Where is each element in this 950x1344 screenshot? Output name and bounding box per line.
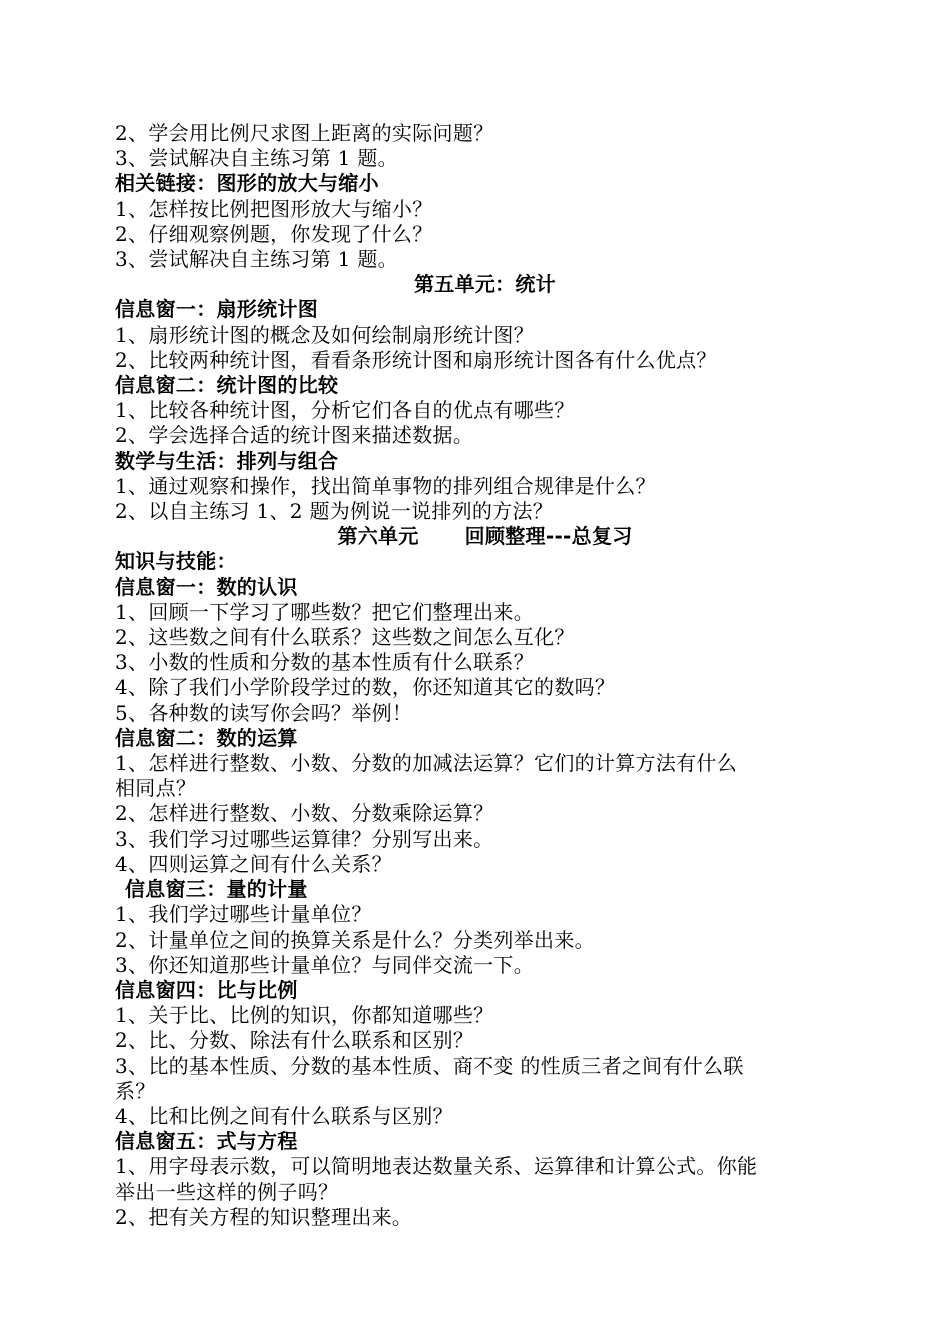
section-heading: 信息窗四：比与比例 (115, 977, 298, 1002)
unit-title: 第五单元：统计 (413, 272, 557, 297)
text-line: 2、比、分数、除法有什么联系和区别？ (115, 1028, 474, 1053)
text-line: 2、仔细观察例题，你发现了什么？ (115, 221, 433, 246)
text-line: 4、四则运算之间有什么关系？ (115, 851, 392, 876)
text-line: 1、怎样进行整数、小数、分数的加减法运算？它们的计算方法有什么 (115, 751, 738, 776)
section-heading: 数学与生活：排列与组合 (115, 448, 339, 473)
text-line: 系？ (115, 1078, 156, 1103)
text-line: 举出一些这样的例子吗？ (115, 1179, 339, 1204)
text-line: 2、比较两种统计图，看看条形统计图和扇形统计图各有什么优点？ (115, 347, 717, 372)
text-line: 3、我们学习过哪些运算律？分别写出来。 (115, 826, 494, 851)
section-heading: 信息窗五：式与方程 (115, 1129, 298, 1154)
text-line: 2、怎样进行整数、小数、分数乘除运算？ (115, 801, 494, 826)
text-line: 2、把有关方程的知识整理出来。 (115, 1204, 413, 1229)
text-line: 1、扇形统计图的概念及如何绘制扇形统计图？ (115, 322, 535, 347)
text-line: 5、各种数的读写你会吗？举例！ (115, 700, 413, 725)
text-line: 3、尝试解决自主练习第 1 题。 (115, 146, 398, 171)
text-line: 1、用字母表示数，可以简明地表达数量关系、运算律和计算公式。你能 (115, 1154, 758, 1179)
text-line: 3、尝试解决自主练习第 1 题。 (115, 247, 398, 272)
text-line: 1、关于比、比例的知识，你都知道哪些？ (115, 1003, 494, 1028)
text-line: 4、比和比例之间有什么联系与区别？ (115, 1103, 453, 1128)
text-line: 3、比的基本性质、分数的基本性质、商不变 的性质三者之间有什么联 (115, 1053, 744, 1078)
text-line: 1、怎样按比例把图形放大与缩小？ (115, 196, 433, 221)
text-line: 3、小数的性质和分数的基本性质有什么联系？ (115, 650, 535, 675)
text-line: 2、学会用比例尺求图上距离的实际问题？ (115, 121, 494, 145)
section-heading: 知识与技能： (115, 549, 237, 574)
text-line: 1、回顾一下学习了哪些数？把它们整理出来。 (115, 599, 535, 624)
text-line: 4、除了我们小学阶段学过的数，你还知道其它的数吗？ (115, 675, 616, 700)
section-heading: 信息窗二：数的运算 (115, 725, 298, 750)
text-line: 2、这些数之间有什么联系？这些数之间怎么互化？ (115, 625, 575, 650)
section-heading: 信息窗二：统计图的比较 (115, 373, 339, 398)
text-line: 2、学会选择合适的统计图来描述数据。 (115, 423, 474, 448)
unit-title-part: 回顾整理---总复习 (464, 524, 633, 549)
text-line: 2、以自主练习 1、2 题为例说一说排列的方法？ (115, 499, 554, 524)
text-line: 1、通过观察和操作，找出简单事物的排列组合规律是什么？ (115, 473, 656, 498)
text-line: 1、比较各种统计图，分析它们各自的优点有哪些？ (115, 398, 575, 423)
section-heading: 信息窗一：数的认识 (115, 574, 298, 599)
unit-title (115, 524, 855, 549)
section-heading: 信息窗一：扇形统计图 (115, 297, 318, 322)
section-heading: 信息窗三：量的计量 (125, 877, 308, 902)
text-line: 相同点？ (115, 776, 197, 801)
section-heading: 相关链接：图形的放大与缩小 (115, 171, 379, 196)
document-page (115, 121, 855, 1230)
text-line: 1、我们学过哪些计量单位？ (115, 902, 372, 927)
text-line: 2、计量单位之间的换算关系是什么？分类列举出来。 (115, 927, 595, 952)
unit-title-part: 第六单元 (337, 524, 419, 549)
text-line: 3、你还知道那些计量单位？与同伴交流一下。 (115, 952, 535, 977)
